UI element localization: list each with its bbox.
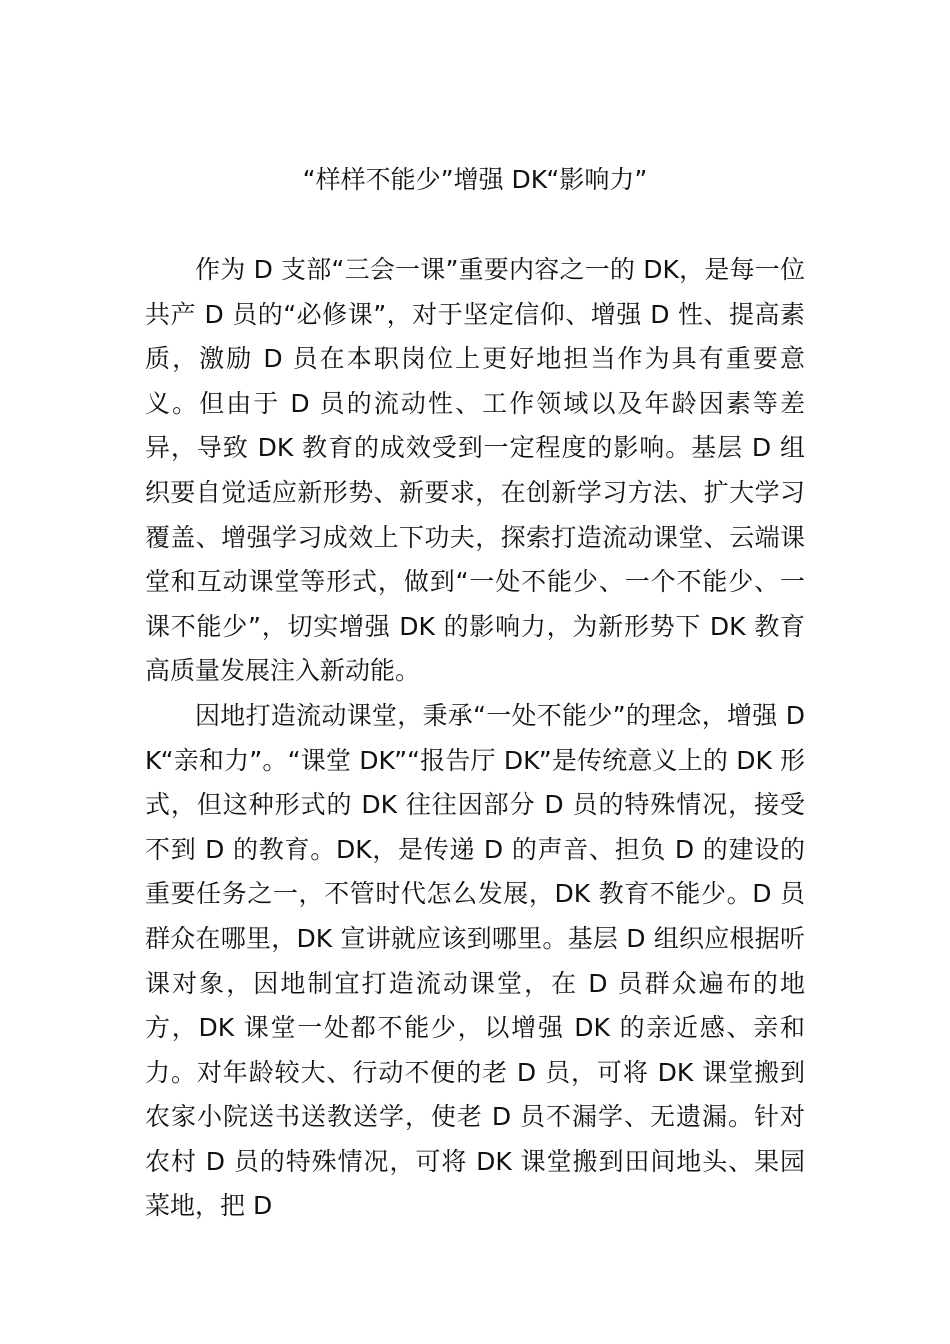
paragraph-mobile-classroom: 因地打造流动课堂，秉承“一处不能少”的理念，增强 DK“亲和力”。“课堂 DK”“报告厅 DK”是传统意义上的 DK 形式，但这种形式的 DK 往往因部分 D 员的特殊情况，接受不到 D 的教育。DK，是传递 D 的声音、担负 D 的建设的重要任务之一，不管时代怎么发展，DK 教育不能少。D 员群众在哪里，DK 宣讲就应该到哪里。基层 D 组织应根据听课对象，因地制宜打造流动课堂，在 D 员群众遍布的地方，DK 课堂一处都不能少，以增强 DK 的亲近感、亲和力。对年龄较大、行动不便的老 D 员，可将 DK 课堂搬到农家小院送书送教送学，使老 D 员不漏学、无遗漏。针对农村 D 员的特殊情况，可将 DK 课堂搬到田间地头、果园菜地，把 D bbox=[145, 700, 805, 1221]
document-title: “样样不能少”增强 DK“影响力” bbox=[302, 165, 648, 194]
paragraph-intro: 作为 D 支部“三会一课”重要内容之一的 DK，是每一位共产 D 员的“必修课”，对于坚定信仰、增强 D 性、提高素质，激励 D 员在本职岗位上更好地担当作为具有重要意义。但由于 D 员的流动性、工作领域以及年龄因素等差异，导致 DK 教育的成效受到一定程度的影响。基层 D 组织要自觉适应新形势、新要求，在创新学习方法、扩大学习覆盖、增强学习成效上下功夫，探索打造流动课堂、云端课堂和互动课堂等形式，做到“一处不能少、一个不能少、一课不能少”，切实增强 DK 的影响力，为新形势下 DK 教育高质量发展注入新动能。 bbox=[145, 255, 805, 686]
document-body bbox=[145, 248, 805, 1229]
